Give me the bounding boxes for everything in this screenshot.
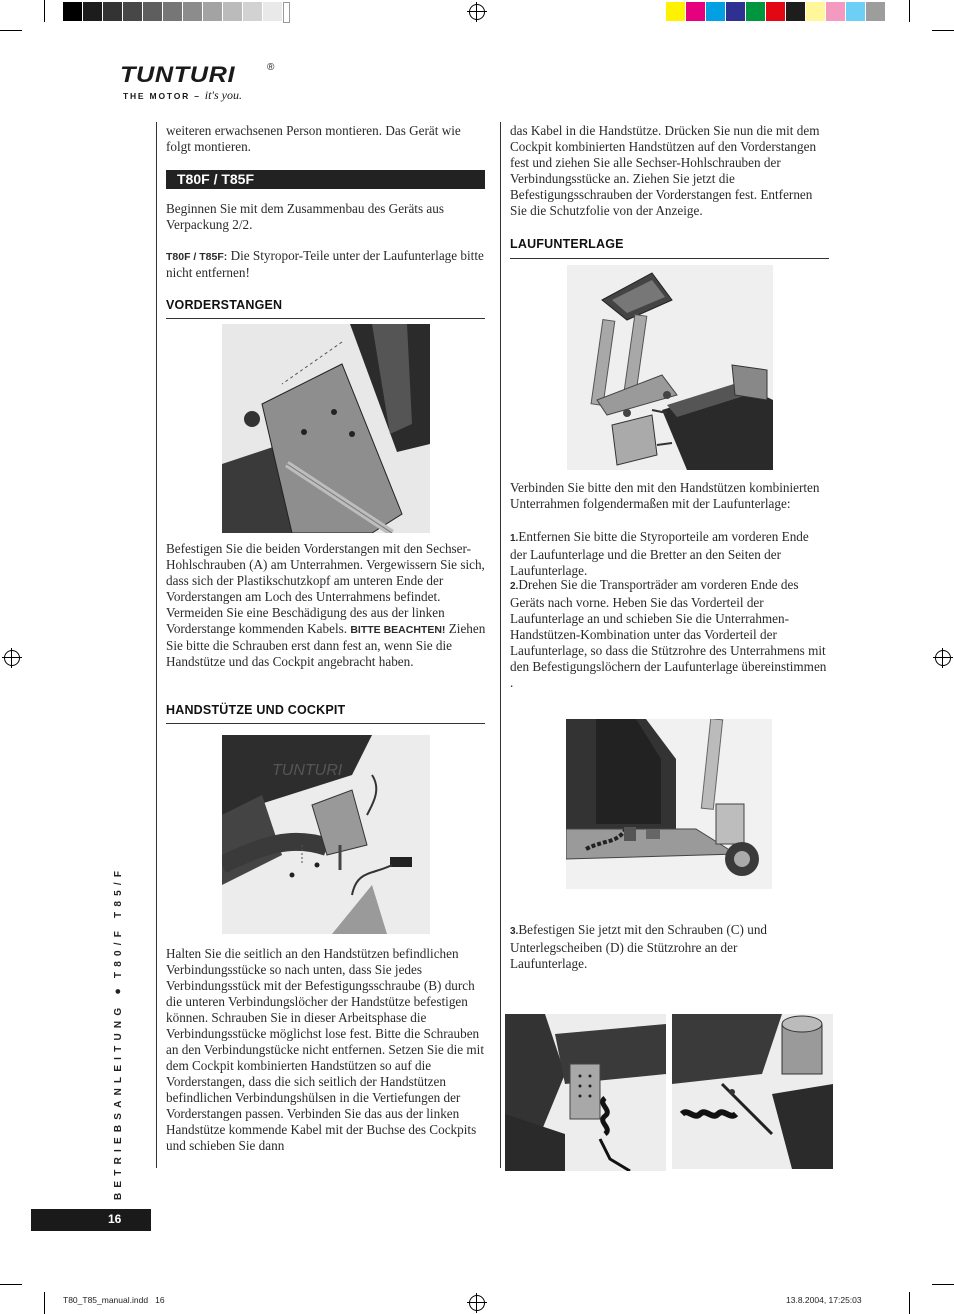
registered-mark: ® [267, 62, 275, 73]
step-1-number: 1. [510, 533, 519, 544]
color-swatch [766, 2, 785, 21]
heading-rule [166, 318, 485, 319]
gray-swatch [83, 2, 102, 21]
page-number-box [31, 1209, 151, 1231]
crop-mark [932, 1284, 954, 1285]
color-swatch [866, 2, 885, 21]
warning-label: T80F / T85F: [166, 251, 228, 263]
color-swatch [746, 2, 765, 21]
gray-swatch [203, 2, 222, 21]
color-bar [666, 0, 892, 23]
bullet-icon: ● [112, 986, 124, 995]
gray-swatch [143, 2, 162, 21]
tagline-caps: THE MOTOR – [123, 91, 201, 101]
footer-file: T80_T85_manual.indd 16 [63, 1295, 165, 1305]
color-swatch [806, 2, 825, 21]
step-2-text: Drehen Sie die Transporträder am vorderen Ende des Geräts nach vorne. Heben Sie das Vorderteil der Laufunterlage an und schieben Sie die Unterrahmen-Handstützen-Kombination unter das Vorderteil der Laufunterlage, so dass die Stützrohre des Unterrahmens mit den Befestigungslöchern der Laufunterlage übereinstimmen . [510, 577, 827, 690]
heading-rule [166, 723, 485, 724]
model-heading-bar [166, 170, 485, 189]
warning-paragraph [166, 248, 486, 281]
gray-swatch [283, 2, 290, 23]
gray-swatch [163, 2, 182, 21]
grayscale-bar [63, 0, 289, 23]
step-3-paragraph [510, 922, 810, 972]
svg-text:TUNTURI: TUNTURI [272, 762, 343, 779]
attention-note: BITTE BEACHTEN! [350, 624, 446, 636]
continuation-paragraph: das Kabel in die Handstütze. Drücken Sie nun die mit dem Cockpit kombinierten Handstützen auf den Vorderstangen fest und ziehen Sie alle Sechser-Hohlschrauben der Verbindungsstücke an. Ziehen Sie jetzt die Befestigungsschrauben der Vorderstangen fest. Entfernen Sie die Schutzfolie von der Anzeige. [510, 123, 820, 218]
handstuetze-paragraph: Halten Sie die seitlich an den Handstützen befindlichen Verbindungsstücke so nach unten, dass Sie jedes Verbindungsstück mit der Befestigungsschraube (B) durch die unteren Verbindungslöcher der Handstütze befestigen können. Schrauben Sie in dieser Arbeitsphase die Verbindungsstücke möglichst lose fest. Bitte die Schrauben an den Verbindungstücke nicht entfernen. Setzen Sie die mit dem Cockpit kombinierten Handstützen so auf die Vorderstangen, dass die sich seitlich der Handstützen befindlichen Verbindungshülsen in die Vertiefungen der Vorderstangen passen. Verbinden Sie das aus der linken Handstütze kommende Kabel mit der Buchse des Cockpits und schieben Sie dann [166, 946, 484, 1153]
step-2-number: 2. [510, 581, 519, 592]
color-swatch [666, 2, 685, 21]
section-heading-vorderstangen: VORDERSTANGEN [166, 298, 283, 312]
step-1-text: Entfernen Sie bitte die Styroporteile am vorderen Ende der Laufunterlage und die Bretter an den Seiten der Laufunterlage. [510, 529, 809, 578]
crop-mark [44, 0, 45, 22]
color-swatch [686, 2, 705, 21]
brand-name: TUNTURI [120, 62, 236, 87]
crop-mark [909, 0, 910, 22]
step-3-number: 3. [510, 926, 519, 937]
vorderstangen-text-b: Ziehen Sie bitte die Schrauben erst dann fest an, wenn Sie die Handstütze und das Cockpit angebracht haben. [166, 621, 486, 669]
registration-mark-icon [935, 650, 951, 666]
figure-treadmill-assembly [567, 265, 773, 470]
gray-swatch [263, 2, 282, 21]
heading-rule [510, 258, 829, 259]
gray-swatch [223, 2, 242, 21]
laufunterlage-intro: Verbinden Sie bitte den mit den Handstützen kombinierten Unterrahmen folgendermaßen mit der Laufunterlage: [510, 480, 820, 511]
step-3-text: Befestigen Sie jetzt mit den Schrauben (C) und Unterlegscheiben (D) die Stützrohre an der Laufunterlage. [510, 922, 768, 971]
crop-mark [932, 30, 954, 31]
figure-wheel-closeup [566, 719, 772, 889]
crop-mark [909, 1292, 910, 1314]
section-heading-laufunterlage: LAUFUNTERLAGE [510, 237, 624, 251]
step-1-paragraph [510, 529, 825, 579]
manual-type: BETRIEBSANLEITUNG [113, 1002, 124, 1200]
gray-swatch [183, 2, 202, 21]
color-swatch [706, 2, 725, 21]
intro-step-paragraph: Beginnen Sie mit dem Zusammenbau des Geräts aus Verpackung 2/2. [166, 201, 444, 232]
model-range: T80/F T85/F [113, 865, 124, 979]
brand-logo [120, 62, 280, 102]
figure-screw-fastening-left [505, 1014, 666, 1171]
color-swatch [726, 2, 745, 21]
color-swatch [826, 2, 845, 21]
registration-mark-icon [4, 650, 20, 666]
vorderstangen-paragraph [166, 541, 486, 670]
warning-text: Die Styropor-Teile unter der Laufunterlage bitte nicht entfernen! [166, 248, 484, 280]
crop-mark [0, 30, 22, 31]
registration-mark-icon [469, 4, 485, 20]
vertical-side-label [112, 865, 124, 1200]
registration-mark-icon [469, 1295, 485, 1311]
footer-timestamp: 13.8.2004, 17:25:03 [786, 1295, 862, 1305]
column-divider [156, 122, 157, 1168]
tagline-italic: it's you. [204, 88, 242, 102]
crop-mark [44, 1292, 45, 1314]
figure-screw-fastening-right [672, 1014, 833, 1169]
crop-mark [0, 1284, 22, 1285]
vorderstangen-text-a: Befestigen Sie die beiden Vorderstangen mit den Sechser-Hohlschrauben (A) am Unterrahmen. Vergewissern Sie sich, dass sich der Plastikschutzkopf am unteren Ende der Vorderstangen am Loch des Unterrahmens befindet. Vermeiden Sie eine Beschädigung des aus der linken Vorderstange kommenden Kabels. [166, 541, 485, 636]
column-divider [500, 122, 501, 1168]
page-number: 16 [108, 1212, 122, 1226]
gray-swatch [243, 2, 262, 21]
step-2-paragraph [510, 577, 830, 691]
gray-swatch [123, 2, 142, 21]
intro-paragraph: weiteren erwachsenen Person montieren. Das Gerät wie folgt montieren. [166, 123, 461, 154]
color-swatch [846, 2, 865, 21]
figure-front-posts [222, 324, 430, 533]
color-swatch [786, 2, 805, 21]
gray-swatch [63, 2, 82, 21]
section-heading-handstuetze: HANDSTÜTZE UND COCKPIT [166, 703, 346, 717]
gray-swatch [103, 2, 122, 21]
figure-handlebar-cockpit [222, 735, 430, 934]
model-heading: T80F / T85F [177, 171, 255, 187]
